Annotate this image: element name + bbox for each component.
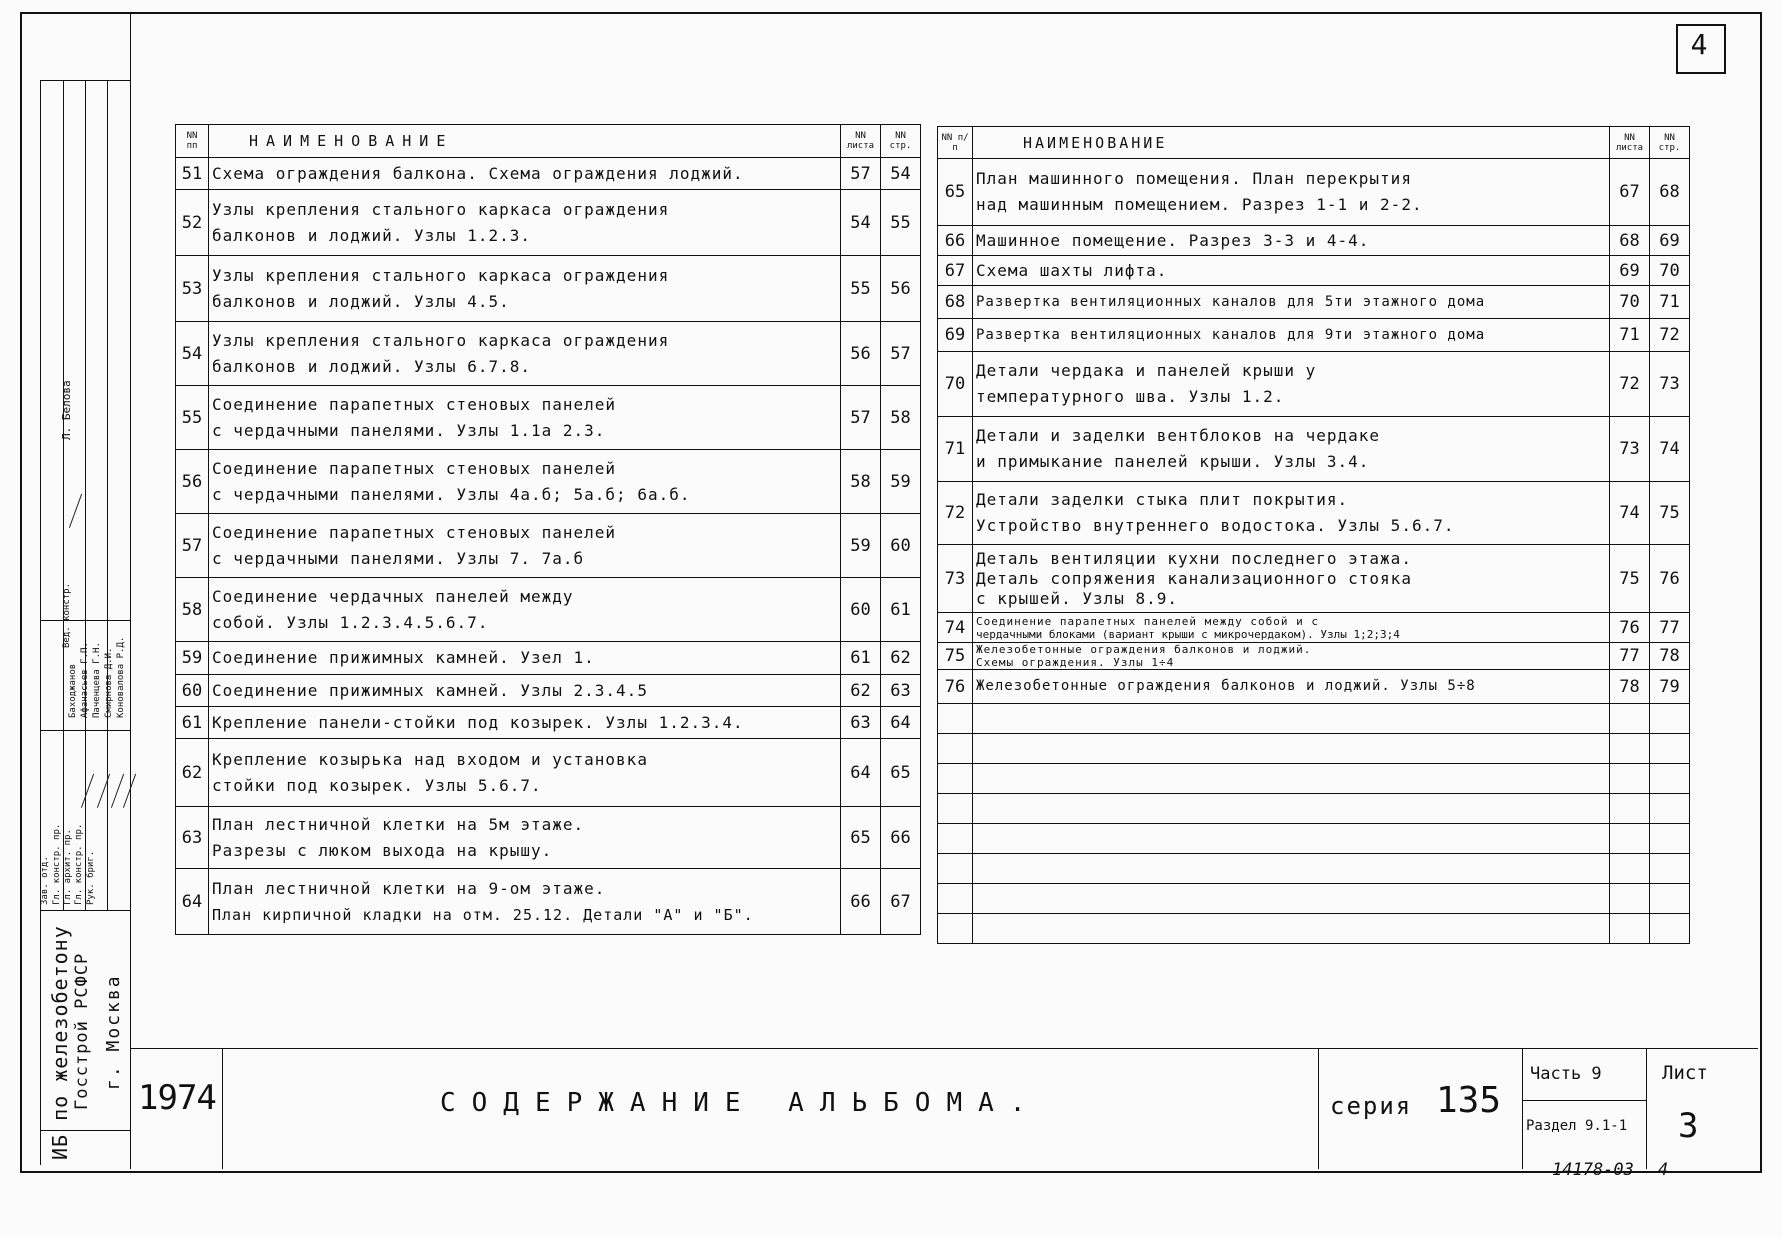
table-row <box>938 545 1690 613</box>
row-number: 63 <box>176 807 209 869</box>
org-line-2: Госстрой РСФСР <box>72 952 92 1110</box>
row-page: 79 <box>1650 670 1690 704</box>
row-number: 54 <box>176 322 209 386</box>
stamp-name-5: Коновалова Р.Д. <box>116 636 126 718</box>
table-row <box>938 226 1690 256</box>
table-row <box>176 386 921 450</box>
header-no: NN п/п <box>938 127 973 159</box>
empty-row <box>938 704 1690 734</box>
table-row <box>176 450 921 514</box>
row-sheet: 78 <box>1610 670 1650 704</box>
row-page: 76 <box>1650 545 1690 613</box>
row-title: Узлы крепления стального каркаса ограждения балконов и лоджий. Узлы 1.2.3. <box>209 190 841 256</box>
row-sheet: 71 <box>1610 319 1650 352</box>
row-number: 56 <box>176 450 209 514</box>
row-page: 57 <box>881 322 921 386</box>
footer-code: 14178-03 <box>1552 1160 1634 1180</box>
row-page: 68 <box>1650 159 1690 226</box>
row-title: Соединение парапетных стеновых панелей с чердачными панелями. Узлы 1.1а 2.3. <box>209 386 841 450</box>
row-page: 61 <box>881 578 921 642</box>
row-page: 56 <box>881 256 921 322</box>
row-page: 73 <box>1650 352 1690 417</box>
row-title: Узлы крепления стального каркаса ограждения балконов и лоджий. Узлы 6.7.8. <box>209 322 841 386</box>
table-row <box>938 482 1690 545</box>
row-title: План машинного помещения. План перекрытия над машинным помещением. Разрез 1-1 и 2-2. <box>973 159 1610 226</box>
row-sheet: 75 <box>1610 545 1650 613</box>
header-page: NN стр. <box>1650 127 1690 159</box>
row-number: 62 <box>176 739 209 807</box>
row-title: Детали чердака и панелей крыши у температурного шва. Узлы 1.2. <box>973 352 1610 417</box>
row-number: 58 <box>176 578 209 642</box>
row-title: Железобетонные ограждения балконов и лоджий. Узлы 5÷8 <box>973 670 1610 704</box>
table-row <box>938 286 1690 319</box>
row-number: 52 <box>176 190 209 256</box>
row-page: 63 <box>881 675 921 707</box>
row-title: Машинное помещение. Разрез 3-3 и 4-4. <box>973 226 1610 256</box>
section: Раздел 9.1-1 <box>1526 1118 1628 1134</box>
row-page: 71 <box>1650 286 1690 319</box>
table-row <box>938 319 1690 352</box>
row-sheet: 54 <box>841 190 881 256</box>
row-number: 59 <box>176 642 209 675</box>
row-number: 67 <box>938 256 973 286</box>
row-page: 65 <box>881 739 921 807</box>
stamp-name-6: Л. Белова <box>60 380 73 440</box>
row-number: 66 <box>938 226 973 256</box>
row-title: Узлы крепления стального каркаса ограждения балконов и лоджий. Узлы 4.5. <box>209 256 841 322</box>
row-sheet: 73 <box>1610 417 1650 482</box>
header-sheet: NN листа <box>841 125 881 158</box>
contents-table-right <box>937 126 1690 944</box>
table-row <box>176 578 921 642</box>
stamp-name-1: Баходжанов <box>68 663 78 718</box>
row-number: 71 <box>938 417 973 482</box>
row-sheet: 63 <box>841 707 881 739</box>
row-title: Детали и заделки вентблоков на чердаке и примыкание панелей крыши. Узлы 3.4. <box>973 417 1610 482</box>
stamp-role-3: Гл. архит. пр. <box>63 829 73 905</box>
sheet-value: 3 <box>1678 1106 1699 1146</box>
table-row <box>176 514 921 578</box>
row-sheet: 76 <box>1610 613 1650 643</box>
table-row <box>176 256 921 322</box>
table-row <box>938 670 1690 704</box>
stamp-name-3: Паченцева Г.Н. <box>92 642 102 718</box>
empty-row <box>938 854 1690 884</box>
row-sheet: 61 <box>841 642 881 675</box>
sheet-label: Лист <box>1662 1062 1708 1084</box>
empty-row <box>938 914 1690 944</box>
row-title: Соединение прижимных камней. Узлы 2.3.4.5 <box>209 675 841 707</box>
empty-row <box>938 824 1690 854</box>
row-sheet: 57 <box>841 158 881 190</box>
empty-row <box>938 764 1690 794</box>
row-title: Соединение чердачных панелей между собой. Узлы 1.2.3.4.5.6.7. <box>209 578 841 642</box>
contents-table-left <box>175 124 921 935</box>
series-label: серия <box>1330 1092 1413 1120</box>
row-sheet: 64 <box>841 739 881 807</box>
header-no: NN пп <box>176 125 209 158</box>
row-number: 51 <box>176 158 209 190</box>
row-number: 64 <box>176 869 209 935</box>
row-title: План лестничной клетки на 5м этаже. Разрезы с люком выхода на крышу. <box>209 807 841 869</box>
header-sheet: NN листа <box>1610 127 1650 159</box>
table-row <box>938 643 1690 670</box>
table-row <box>176 807 921 869</box>
sheet-corner-number: 4 <box>1690 28 1708 61</box>
stamp-role-1: Зав. отд. <box>40 856 50 905</box>
row-page: 70 <box>1650 256 1690 286</box>
row-sheet: 58 <box>841 450 881 514</box>
row-number: 60 <box>176 675 209 707</box>
title-block-top <box>130 1048 1758 1049</box>
row-number: 53 <box>176 256 209 322</box>
album-title: СОДЕРЖАНИЕ АЛЬБОМА. <box>440 1088 1042 1118</box>
row-title: Детали заделки стыка плит покрытия. Устройство внутреннего водостока. Узлы 5.6.7. <box>973 482 1610 545</box>
stamp-role-4: Гл. констр. пр. <box>74 823 84 905</box>
row-title: Крепление панели-стойки под козырек. Узлы 1.2.3.4. <box>209 707 841 739</box>
row-title: План лестничной клетки на 9-ом этаже. План кирпичной кладки на отм. 25.12. Детали "А" и "Б". <box>209 869 841 935</box>
stamp-role-5: Рук. бриг. <box>86 850 96 905</box>
row-sheet: 60 <box>841 578 881 642</box>
row-page: 55 <box>881 190 921 256</box>
empty-row <box>938 734 1690 764</box>
row-page: 74 <box>1650 417 1690 482</box>
stamp-name-4: Смирнова Д.И. <box>104 647 114 718</box>
series-value: 135 <box>1436 1080 1502 1121</box>
row-number: 75 <box>938 643 973 670</box>
empty-row <box>938 794 1690 824</box>
org-line-1: ИБ по железобетону <box>48 925 72 1160</box>
row-sheet: 59 <box>841 514 881 578</box>
footer-page: 4 <box>1658 1160 1669 1180</box>
row-number: 55 <box>176 386 209 450</box>
header-name: НАИМЕНОВАНИЕ <box>973 127 1610 159</box>
row-page: 58 <box>881 386 921 450</box>
row-sheet: 67 <box>1610 159 1650 226</box>
table-row <box>176 322 921 386</box>
row-number: 76 <box>938 670 973 704</box>
table-row <box>176 869 921 935</box>
row-page: 78 <box>1650 643 1690 670</box>
row-page: 62 <box>881 642 921 675</box>
row-number: 74 <box>938 613 973 643</box>
row-title: Железобетонные ограждения балконов и лоджий. Схемы ограждения. Узлы 1÷4 <box>973 643 1610 670</box>
table-row <box>176 707 921 739</box>
row-title: Крепление козырька над входом и установка стойки под козырек. Узлы 5.6.7. <box>209 739 841 807</box>
row-sheet: 56 <box>841 322 881 386</box>
row-number: 73 <box>938 545 973 613</box>
row-title: Соединение парапетных стеновых панелей с чердачными панелями. Узлы 7. 7а.б <box>209 514 841 578</box>
row-number: 69 <box>938 319 973 352</box>
table-row <box>938 352 1690 417</box>
row-title: Соединение парапетных панелей между собой и с чердачными блоками (вариант крыши с микрочердаком). Узлы 1;2;3;4 <box>973 613 1610 643</box>
part: Часть 9 <box>1530 1064 1602 1084</box>
header-page: NN стр. <box>881 125 921 158</box>
row-page: 69 <box>1650 226 1690 256</box>
row-page: 67 <box>881 869 921 935</box>
row-page: 75 <box>1650 482 1690 545</box>
table-row <box>938 613 1690 643</box>
row-page: 64 <box>881 707 921 739</box>
row-sheet: 68 <box>1610 226 1650 256</box>
table-row <box>176 642 921 675</box>
row-title: Схема ограждения балкона. Схема ограждения лоджий. <box>209 158 841 190</box>
table-row <box>176 675 921 707</box>
row-number: 70 <box>938 352 973 417</box>
row-sheet: 66 <box>841 869 881 935</box>
table-row <box>938 417 1690 482</box>
row-sheet: 72 <box>1610 352 1650 417</box>
row-title: Соединение парапетных стеновых панелей с чердачными панелями. Узлы 4а.б; 5а.б; 6а.б. <box>209 450 841 514</box>
empty-row <box>938 884 1690 914</box>
row-title: Деталь вентиляции кухни последнего этажа. Деталь сопряжения канализационного стояка с крышей. Узлы 8.9. <box>973 545 1610 613</box>
row-sheet: 77 <box>1610 643 1650 670</box>
row-number: 65 <box>938 159 973 226</box>
row-page: 77 <box>1650 613 1690 643</box>
table-row <box>176 739 921 807</box>
year: 1974 <box>138 1078 216 1118</box>
row-title: Развертка вентиляционных каналов для 9ти этажного дома <box>973 319 1610 352</box>
row-number: 61 <box>176 707 209 739</box>
org-city: г. Москва <box>103 974 124 1090</box>
stamp-role-6: Вед. констр. <box>62 582 72 648</box>
row-sheet: 69 <box>1610 256 1650 286</box>
table-row <box>938 256 1690 286</box>
table-row <box>176 158 921 190</box>
row-page: 54 <box>881 158 921 190</box>
row-page: 59 <box>881 450 921 514</box>
row-title: Развертка вентиляционных каналов для 5ти этажного дома <box>973 286 1610 319</box>
row-number: 57 <box>176 514 209 578</box>
row-sheet: 57 <box>841 386 881 450</box>
row-title: Соединение прижимных камней. Узел 1. <box>209 642 841 675</box>
row-sheet: 55 <box>841 256 881 322</box>
row-sheet: 70 <box>1610 286 1650 319</box>
row-title: Схема шахты лифта. <box>973 256 1610 286</box>
row-sheet: 74 <box>1610 482 1650 545</box>
row-number: 68 <box>938 286 973 319</box>
stamp-role-2: Гл. констр. пр. <box>52 823 62 905</box>
stamp-name-2: Афанасьев Г.П. <box>80 642 90 718</box>
header-name: НАИМЕНОВАНИЕ <box>209 125 841 158</box>
row-number: 72 <box>938 482 973 545</box>
row-page: 66 <box>881 807 921 869</box>
row-page: 60 <box>881 514 921 578</box>
row-sheet: 65 <box>841 807 881 869</box>
table-row <box>176 190 921 256</box>
row-sheet: 62 <box>841 675 881 707</box>
row-page: 72 <box>1650 319 1690 352</box>
table-row <box>938 159 1690 226</box>
